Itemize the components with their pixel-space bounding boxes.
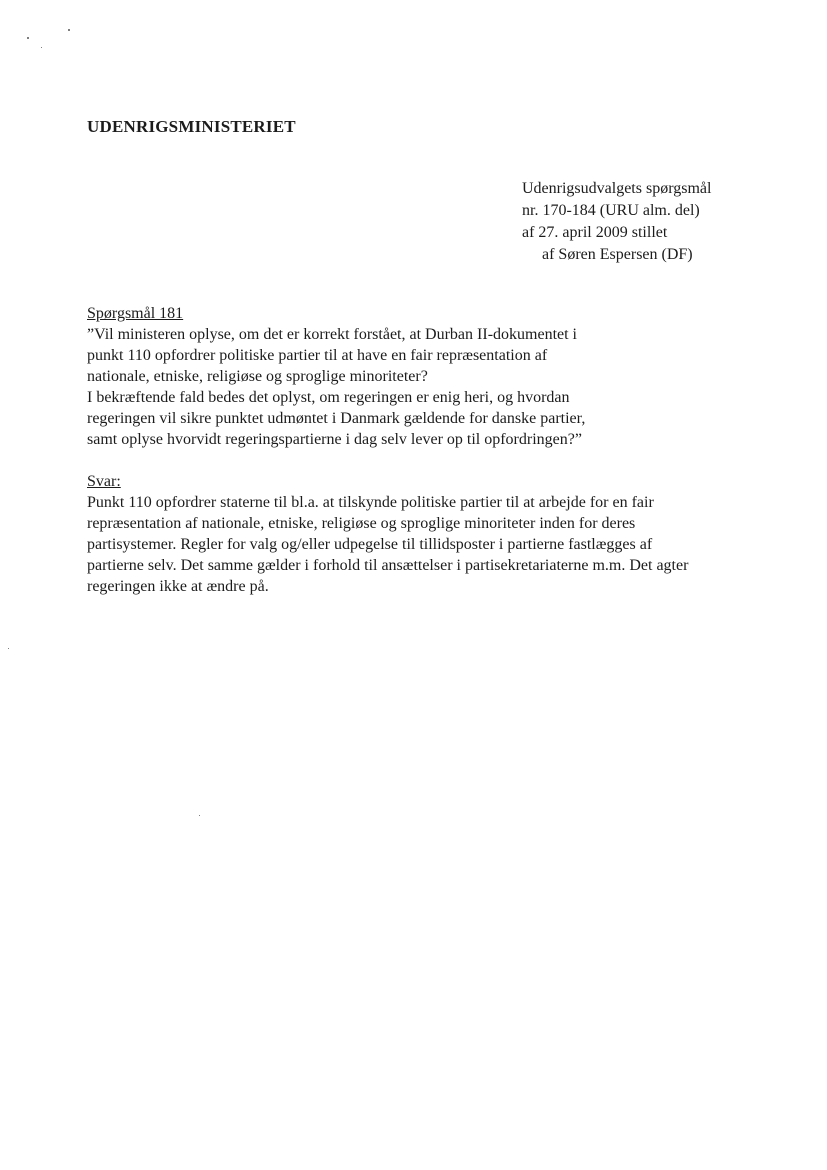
- question-line: samt oplyse hvorvidt regeringspartierne i dag selv lever op til opfordringen?”: [87, 431, 582, 448]
- answer-line: partierne selv. Det samme gælder i forhold til ansættelser i partisekretariaterne m.m. Det agter: [87, 557, 689, 574]
- scan-speck: [8, 648, 9, 649]
- question-line: regeringen vil sikre punktet udmøntet i Danmark gældende for danske partier,: [87, 410, 586, 427]
- question-line: I bekræftende fald bedes det oplyst, om regeringen er enig heri, og hvordan: [87, 389, 570, 406]
- answer-section: [87, 471, 767, 597]
- reference-line: af 27. april 2009 stillet: [522, 224, 668, 241]
- answer-line: regeringen ikke at ændre på.: [87, 578, 269, 595]
- ministry-name: UDENRIGSMINISTERIET: [87, 117, 296, 136]
- answer-line: partisystemer. Regler for valg og/eller udpegelse til tillidsposter i partierne fastlægges af: [87, 536, 653, 553]
- question-section: [87, 303, 767, 450]
- scan-speck: [41, 47, 42, 48]
- reference-block: [522, 178, 711, 266]
- answer-line: Punkt 110 opfordrer staterne til bl.a. at tilskynde politiske partier til at arbejde for en fair: [87, 494, 654, 511]
- answer-heading: Svar:: [87, 473, 121, 490]
- scan-speck: [27, 37, 29, 39]
- question-line: nationale, etniske, religiøse og sproglige minoriteter?: [87, 368, 428, 385]
- question-heading: Spørgsmål 181: [87, 305, 184, 322]
- scan-speck: [68, 29, 70, 31]
- answer-line: repræsentation af nationale, etniske, religiøse og sproglige minoriteter inden for deres: [87, 515, 636, 532]
- reference-line: Udenrigsudvalgets spørgsmål: [522, 180, 712, 197]
- reference-line: af Søren Espersen (DF): [542, 246, 693, 263]
- question-line: ”Vil ministeren oplyse, om det er korrekt forstået, at Durban II-dokumentet i: [87, 326, 577, 343]
- reference-line: nr. 170-184 (URU alm. del): [522, 202, 700, 219]
- scan-speck: [199, 815, 200, 816]
- question-line: punkt 110 opfordrer politiske partier til at have en fair repræsentation af: [87, 347, 548, 364]
